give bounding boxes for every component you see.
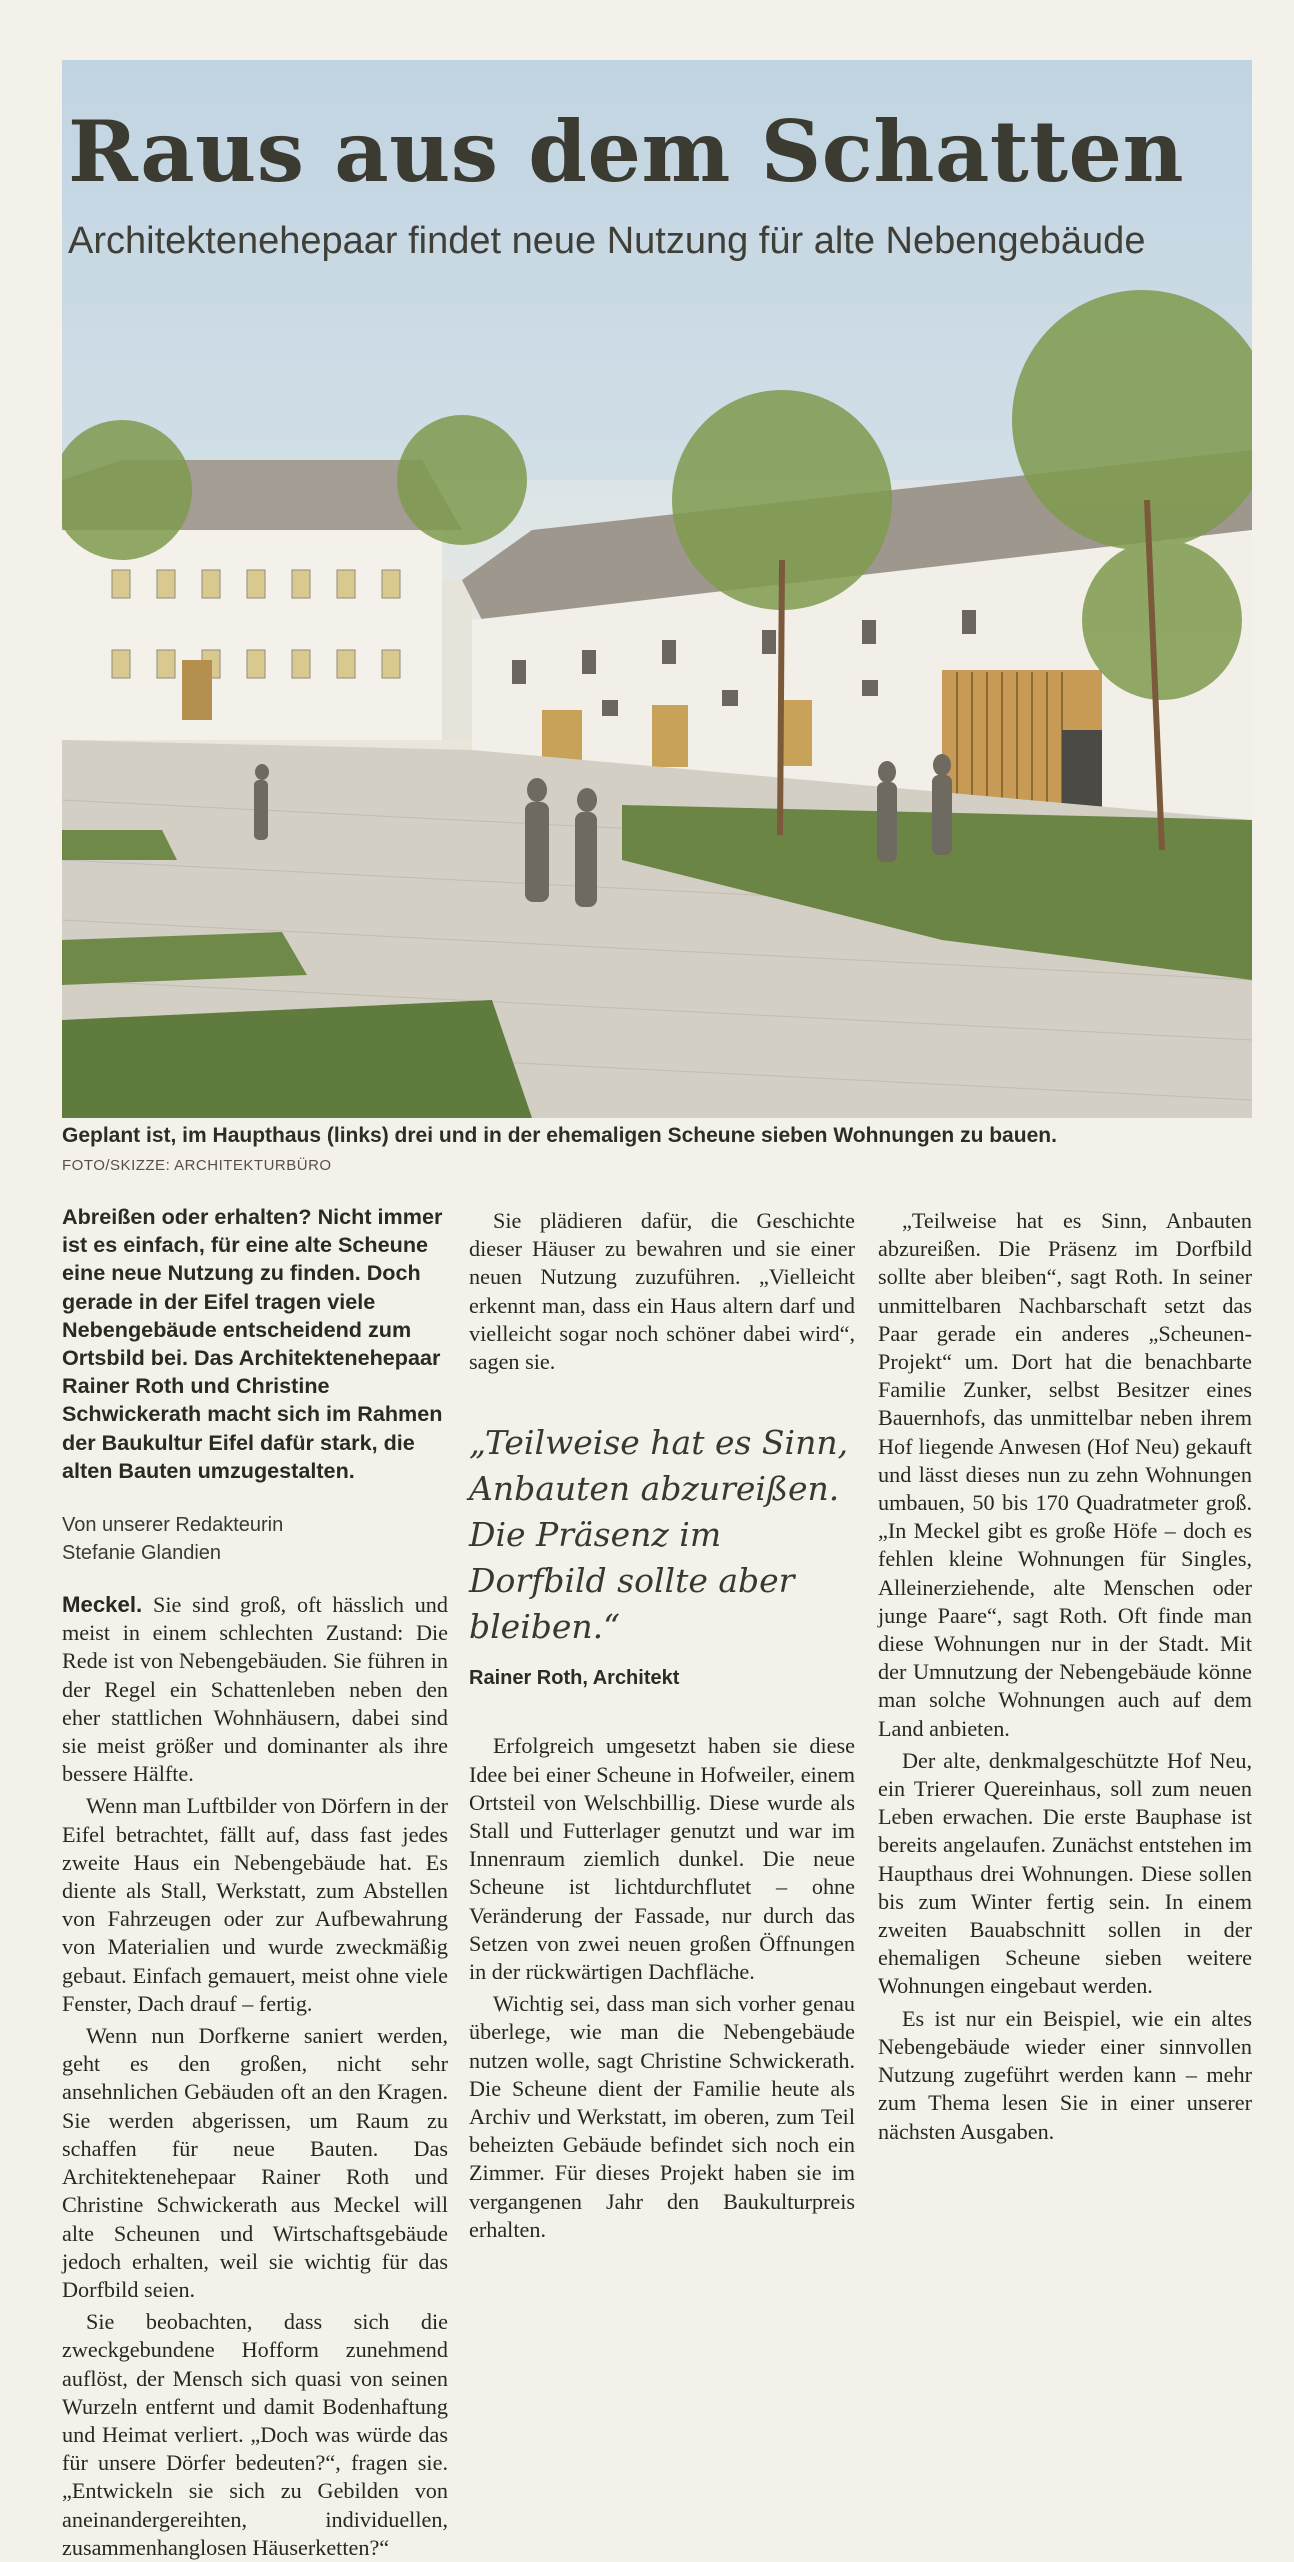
courtyard-sketch: [62, 60, 1252, 1118]
subheadline: Architektenehepaar findet neue Nutzung für alte Nebengebäude: [68, 220, 1146, 262]
pull-quote-source: Rainer Roth, Architekt: [469, 1667, 680, 1690]
body-paragraph-9: Der alte, denkmalgeschützte Hof Neu, ein Trierer Quereinhaus, soll zum neuen Leben erwachen. Die erste Bauphase ist bereits angelaufen. Zunächst entstehen im Haupthaus drei Wohnungen. Diese sollen bis zum Winter fertig sein. In einem zweiten Bauabschnitt sollen in der ehemaligen Scheune sieben weitere Wohnungen eingebaut werden.: [878, 1747, 1252, 1999]
body-paragraph-2: Wenn man Luftbilder von Dörfern in der Eifel betrachtet, fällt auf, dass fast jedes zweite Haus ein Nebengebäude hat. Es diente als Stall, Werkstatt, zum Abstellen von Fahrzeugen oder zur Aufbewahrung von Materialien und wurde zweckmäßig gebaut. Einfach gemauert, meist ohne viele Fenster, Dach drauf – fertig.: [62, 1793, 448, 2016]
body-paragraph-1: [62, 1591, 448, 1788]
image-caption: Geplant ist, im Haupthaus (links) drei und in der ehemaligen Scheune sieben Wohnungen zu bauen.: [62, 1124, 1057, 1147]
article-column-1: [62, 1203, 448, 2562]
body-paragraph-8: „Teilweise hat es Sinn, Anbauten abzureißen. Die Präsenz im Dorfbild sollte aber bleiben“, sagt Roth. In seiner unmittelbaren Nachbarschaft setzt das Paar gerade ein anderes „Scheunen-Projekt“ um. Dort hat die benachbarte Familie Zunker, selbst Besitzer eines Bauernhofs, das unmittelbar neben ihrem Hof liegende Anwesen (Hof Neu) gekauft und lässt dieses nun zu zehn Wohnungen umbauen, 50 bis 170 Quadratmeter groß. „In Meckel gibt es große Höfe – doch es fehlen kleine Wohnungen für Singles, Alleinerziehende, alte Menschen oder junge Paare“, sagt Roth. Oft finde man diese Wohnungen nur in der Stadt. Mit der Umnutzung der Nebengebäude könne man solche Wohnungen auch auf dem Land anbieten.: [878, 1208, 1252, 1741]
photo-credit: FOTO/SKIZZE: ARCHITEKTURBÜRO: [62, 1157, 332, 1174]
body-paragraph-4: Sie beobachten, dass sich die zweckgebundene Hofform zunehmend auflöst, der Mensch sich quasi von seinen Wurzeln entfernt und damit Bodenhaftung und Heimat verliert. „Doch was würde das für unsere Dörfer bedeuten?“, fragen sie. „Entwickeln sie sich zu Gebilden von aneinandergereihten, individuellen, zusammenhanglosen Häuserketten?“: [62, 2309, 448, 2560]
body-paragraph-5: Sie plädieren dafür, die Geschichte dieser Häuser zu bewahren und sie einer neuen Nutzung zuzuführen. „Vielleicht erkennt man, dass ein Haus altern darf und vielleicht sogar noch schöner dabei wird“, sagen sie.: [469, 1208, 855, 1375]
article-column-2: [469, 1203, 855, 2244]
article-column-3: [878, 1203, 1252, 2146]
lead-paragraph: Abreißen oder erhalten? Nicht immer ist es einfach, für eine alte Scheune eine neue Nutzung zu finden. Doch gerade in der Eifel tragen viele Nebengebäude entscheidend zum Ortsbild bei. Das Architektenehepaar Rainer Roth und Christine Schwickerath macht sich im Rahmen der Baukultur Eifel dafür stark, die alten Bauten umzugestalten.: [62, 1204, 443, 1483]
body-paragraph-6: Erfolgreich umgesetzt haben sie diese Idee bei einer Scheune in Hofweiler, einem Ortsteil von Welschbillig. Diese wurde als Stall und Futterlager genutzt und war im Innenraum ziemlich dunkel. Die neue Scheune ist lichtdurchflutet – ohne Veränderung der Fassade, nur durch das Setzen von zwei neuen großen Öffnungen in der rückwärtigen Dachfläche.: [469, 1733, 855, 1985]
body-text: Sie sind groß, oft hässlich und meist in einem schlechten Zustand: Die Rede ist von Nebengebäuden. Sie führen in der Regel ein Schattenleben neben den eher stattlichen Wohnhäusern, dabei sind sie meist größer und dominanter als ihre bessere Hälfte.: [62, 1592, 448, 1787]
author-name: Stefanie Glandien: [62, 1542, 222, 1565]
headline: Raus aus dem Schatten: [68, 102, 1185, 201]
author-role: Von unserer Redakteurin: [62, 1514, 284, 1537]
hero-illustration: [62, 60, 1252, 1118]
body-paragraph-7: Wichtig sei, dass man sich vorher genau überlege, wie man die Nebengebäude nutzen wolle, sagt Christine Schwickerath. Die Scheune dient der Familie heute als Archiv und Werkstatt, im oberen, zum Teil beheizten Gebäude befindet sich noch ein Zimmer. Für dieses Projekt haben sie im vergangenen Jahr den Baukulturpreis erhalten.: [469, 1991, 855, 2242]
pull-quote: „Teilweise hat es Sinn, Anbauten abzureißen. Die Präsenz im Dorfbild sollte aber bleiben.“: [469, 1423, 849, 1647]
body-paragraph-10: Es ist nur ein Beispiel, wie ein altes Nebengebäude wieder einer sinnvollen Nutzung zugeführt werden kann – mehr zum Thema lesen Sie in einer unserer nächsten Ausgaben.: [878, 2005, 1252, 2144]
author-line: [62, 1511, 448, 1567]
body-paragraph-3: Wenn nun Dorfkerne saniert werden, geht es den großen, nicht sehr ansehnlichen Gebäuden oft an den Kragen. Sie werden abgerissen, um Raum zu schaffen für neue Bauten. Das Architektenehepaar Rainer Roth und Christine Schwickerath aus Meckel will alte Scheunen und Wirtschaftsgebäude jedoch erhalten, weil sie wichtig für das Dorfbild seien.: [62, 2023, 448, 2302]
dateline: Meckel.: [62, 1592, 143, 1618]
